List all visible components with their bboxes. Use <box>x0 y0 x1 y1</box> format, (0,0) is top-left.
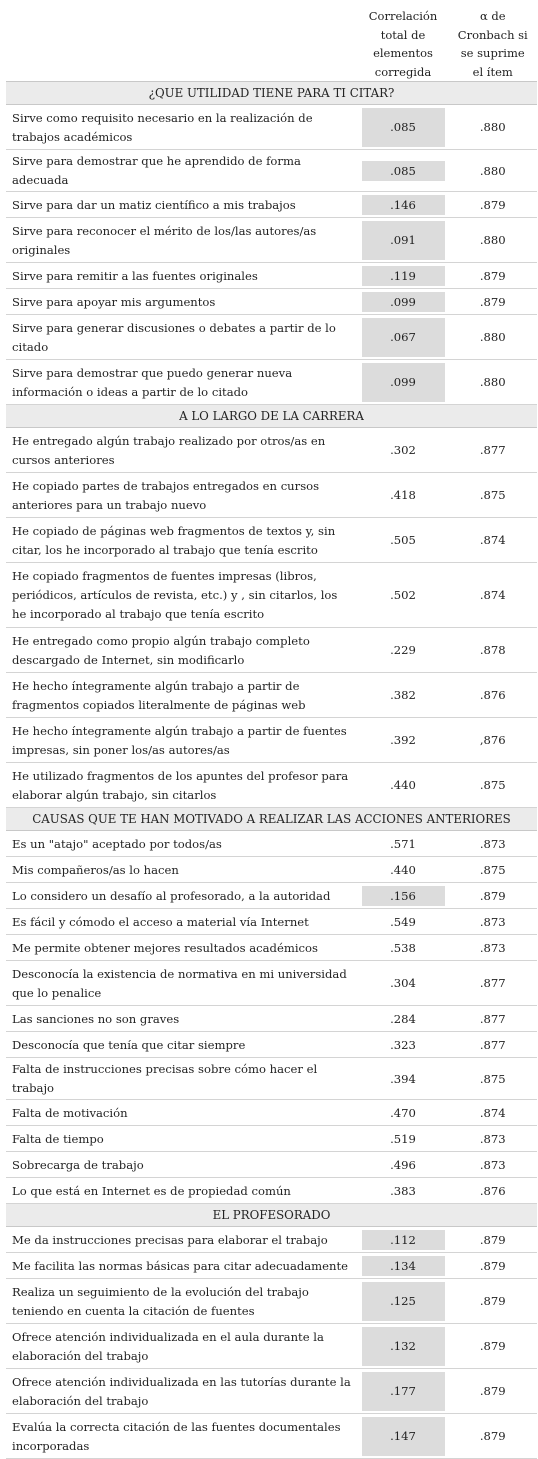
corrected-item-total-correlation-value-cell <box>358 1227 448 1253</box>
cronbach-alpha-value: .875 <box>479 487 506 502</box>
cronbach-alpha-value-cell <box>448 150 537 192</box>
cronbach-alpha-value-cell <box>448 883 537 909</box>
cronbach-alpha-value: .874 <box>479 1105 506 1120</box>
corrected-item-total-correlation-value-cell <box>358 718 448 763</box>
corrected-item-total-correlation-value-cell <box>358 961 448 1006</box>
corrected-item-total-correlation-value-cell <box>358 1100 448 1126</box>
item-label: He copiado de páginas web fragmentos de textos y, sin citar, los he incorporado al trabajo que tenía escrito <box>6 518 358 563</box>
corrected-item-total-correlation-value-cell <box>358 473 448 518</box>
cronbach-alpha-value-cell <box>448 1324 537 1369</box>
table-body <box>6 82 537 1459</box>
table-row <box>6 1006 537 1032</box>
cronbach-alpha-value: .877 <box>479 1037 506 1052</box>
cronbach-alpha-value-cell <box>448 105 537 150</box>
item-label: Sirve para reconocer el mérito de los/las autores/as originales <box>6 218 358 263</box>
item-label: Falta de tiempo <box>6 1126 358 1152</box>
cronbach-alpha-value: .880 <box>479 374 506 389</box>
item-label: Sirve para demostrar que he aprendido de forma adecuada <box>6 150 358 192</box>
corrected-item-total-correlation-value-cell <box>358 360 448 405</box>
table-row <box>6 857 537 883</box>
corrected-item-total-correlation-value: .134 <box>362 1256 445 1276</box>
corrected-item-total-correlation-value-cell <box>358 218 448 263</box>
item-label: Es fácil y cómodo el acceso a material vía Internet <box>6 909 358 935</box>
table-row <box>6 1032 537 1058</box>
cronbach-alpha-value: .875 <box>479 777 506 792</box>
table-row <box>6 1253 537 1279</box>
cronbach-alpha-value: .880 <box>479 163 506 178</box>
corrected-item-total-correlation-value-cell <box>358 1058 448 1100</box>
corrected-item-total-correlation-value-cell <box>358 763 448 808</box>
corrected-item-total-correlation-value: .147 <box>362 1417 445 1456</box>
item-label: Sirve como requisito necesario en la realización de trabajos académicos <box>6 105 358 150</box>
item-label: Realiza un seguimiento de la evolución del trabajo teniendo en cuenta la citación de fuentes <box>6 1279 358 1324</box>
corrected-item-total-correlation-value: .067 <box>362 318 445 357</box>
table-row <box>6 883 537 909</box>
corrected-item-total-correlation-value: .112 <box>362 1230 445 1250</box>
item-label: Mis compañeros/as lo hacen <box>6 857 358 883</box>
cronbach-alpha-value-cell <box>448 1369 537 1414</box>
corrected-item-total-correlation-value-cell <box>358 831 448 857</box>
table-row <box>6 1178 537 1204</box>
cronbach-alpha-value: .873 <box>479 940 506 955</box>
table-row <box>6 763 537 808</box>
corrected-item-total-correlation-value: .383 <box>390 1183 416 1198</box>
corrected-item-total-correlation-value-cell <box>358 105 448 150</box>
corrected-item-total-correlation-value-cell <box>358 1178 448 1204</box>
table-row <box>6 1414 537 1459</box>
cronbach-alpha-value: .880 <box>479 329 506 344</box>
cronbach-alpha-value-cell <box>448 263 537 289</box>
cronbach-alpha-value-cell <box>448 831 537 857</box>
cronbach-alpha-value: .879 <box>479 268 506 283</box>
cronbach-alpha-value: .879 <box>479 1258 506 1273</box>
corrected-item-total-correlation-value: .394 <box>390 1071 416 1086</box>
corrected-item-total-correlation-value-cell <box>358 1414 448 1459</box>
cronbach-alpha-value: .879 <box>479 294 506 309</box>
table-row <box>6 1324 537 1369</box>
cronbach-alpha-value: .877 <box>479 975 506 990</box>
cronbach-alpha-value-cell <box>448 1227 537 1253</box>
corrected-item-total-correlation-value: .538 <box>390 940 416 955</box>
cronbach-alpha-value-cell <box>448 1058 537 1100</box>
table-row <box>6 831 537 857</box>
table-row <box>6 473 537 518</box>
table-row <box>6 192 537 218</box>
table-row <box>6 518 537 563</box>
corrected-item-total-correlation-value-cell <box>358 935 448 961</box>
cronbach-alpha-value-cell <box>448 518 537 563</box>
corrected-item-total-correlation-value: .496 <box>390 1157 416 1172</box>
item-statistics-table <box>6 0 537 1459</box>
cronbach-alpha-value-cell <box>448 961 537 1006</box>
table-row <box>6 628 537 673</box>
cronbach-alpha-value-cell <box>448 1414 537 1459</box>
corrected-item-total-correlation-value-cell <box>358 1152 448 1178</box>
cronbach-alpha-value: .879 <box>479 1383 506 1398</box>
table-row <box>6 1227 537 1253</box>
section-title: EL PROFESORADO <box>6 1204 537 1227</box>
corrected-item-total-correlation-value: .440 <box>390 862 416 877</box>
cronbach-alpha-value-cell <box>448 1253 537 1279</box>
item-label: He entregado como propio algún trabajo completo descargado de Internet, sin modificarlo <box>6 628 358 673</box>
table-row <box>6 1279 537 1324</box>
table-row <box>6 263 537 289</box>
corrected-item-total-correlation-value: .323 <box>390 1037 416 1052</box>
table-row <box>6 1369 537 1414</box>
cronbach-alpha-value: .876 <box>479 687 506 702</box>
corrected-item-total-correlation-value-cell <box>358 1126 448 1152</box>
item-label: Me facilita las normas básicas para citar adecuadamente <box>6 1253 358 1279</box>
cronbach-alpha-value: .879 <box>479 1338 506 1353</box>
item-label: Falta de instrucciones precisas sobre cómo hacer el trabajo <box>6 1058 358 1100</box>
corrected-item-total-correlation-value-cell <box>358 428 448 473</box>
cronbach-alpha-value-cell <box>448 315 537 360</box>
corrected-item-total-correlation-value: .549 <box>390 914 416 929</box>
corrected-item-total-correlation-value: .418 <box>390 487 416 502</box>
cronbach-alpha-value-cell <box>448 718 537 763</box>
table-row <box>6 673 537 718</box>
item-label: Evalúa la correcta citación de las fuentes documentales incorporadas <box>6 1414 358 1459</box>
corrected-item-total-correlation-value-cell <box>358 289 448 315</box>
corrected-item-total-correlation-value: .125 <box>362 1282 445 1321</box>
item-label: He copiado partes de trabajos entregados en cursos anteriores para un trabajo nuevo <box>6 473 358 518</box>
cronbach-alpha-value: .873 <box>479 1157 506 1172</box>
corrected-item-total-correlation-value: .146 <box>362 195 445 215</box>
cronbach-alpha-value-cell <box>448 1006 537 1032</box>
corrected-item-total-correlation-value-cell <box>358 263 448 289</box>
item-label: Lo considero un desafío al profesorado, a la autoridad <box>6 883 358 909</box>
cronbach-alpha-value: .879 <box>479 197 506 212</box>
corrected-item-total-correlation-value-cell <box>358 1369 448 1414</box>
cronbach-alpha-value: .873 <box>479 1131 506 1146</box>
table-row <box>6 909 537 935</box>
corrected-item-total-correlation-value-cell <box>358 1006 448 1032</box>
cronbach-alpha-value-cell <box>448 909 537 935</box>
cronbach-alpha-value-cell <box>448 673 537 718</box>
table-row <box>6 935 537 961</box>
item-label: He copiado fragmentos de fuentes impresas (libros, periódicos, artículos de revista, etc.) y , sin citarlos, los he incorporado al trabajo que tenía escrito <box>6 563 358 628</box>
table-row <box>6 1100 537 1126</box>
item-label: Sirve para dar un matiz científico a mis trabajos <box>6 192 358 218</box>
cronbach-alpha-value: .875 <box>479 1071 506 1086</box>
table-row <box>6 428 537 473</box>
corrected-item-total-correlation-value-cell <box>358 150 448 192</box>
corrected-item-total-correlation-value-cell <box>358 518 448 563</box>
cronbach-alpha-value: .874 <box>479 532 506 547</box>
item-label: Lo que está en Internet es de propiedad común <box>6 1178 358 1204</box>
section-header-row <box>6 405 537 428</box>
cronbach-alpha-value-cell <box>448 563 537 628</box>
table-row <box>6 563 537 628</box>
section-title: A LO LARGO DE LA CARRERA <box>6 405 537 428</box>
cronbach-alpha-value-cell <box>448 935 537 961</box>
corrected-item-total-correlation-value-cell <box>358 628 448 673</box>
corrected-item-total-correlation-value: .099 <box>362 292 445 312</box>
cronbach-alpha-value: .873 <box>479 914 506 929</box>
corrected-item-total-correlation-value: .284 <box>390 1011 416 1026</box>
corrected-item-total-correlation-value: .085 <box>362 108 445 147</box>
corrected-item-total-correlation-value: .505 <box>390 532 416 547</box>
cronbach-alpha-value-cell <box>448 1178 537 1204</box>
corrected-item-total-correlation-value: .119 <box>362 266 445 286</box>
cronbach-alpha-value-cell <box>448 1032 537 1058</box>
item-label: He hecho íntegramente algún trabajo a partir de fuentes impresas, sin poner los/as autores/as <box>6 718 358 763</box>
cronbach-alpha-value: .880 <box>479 119 506 134</box>
header-corrected-item-total-correlation: Correlación total de elementos corregida <box>358 0 448 82</box>
item-label: Sirve para demostrar que puedo generar nueva información o ideas a partir de lo citado <box>6 360 358 405</box>
corrected-item-total-correlation-value: .392 <box>390 732 416 747</box>
table-row <box>6 105 537 150</box>
corrected-item-total-correlation-value: .440 <box>390 777 416 792</box>
header-item-column <box>6 0 358 82</box>
table-row <box>6 1126 537 1152</box>
cronbach-alpha-value-cell <box>448 192 537 218</box>
section-header-row <box>6 82 537 105</box>
cronbach-alpha-value-cell <box>448 1152 537 1178</box>
corrected-item-total-correlation-value-cell <box>358 857 448 883</box>
item-label: Sirve para remitir a las fuentes originales <box>6 263 358 289</box>
cronbach-alpha-value-cell <box>448 1279 537 1324</box>
cronbach-alpha-value-cell <box>448 1126 537 1152</box>
cronbach-alpha-value-cell <box>448 218 537 263</box>
corrected-item-total-correlation-value: .470 <box>390 1105 416 1120</box>
corrected-item-total-correlation-value-cell <box>358 1032 448 1058</box>
table-header-row <box>6 0 537 82</box>
corrected-item-total-correlation-value: .091 <box>362 221 445 260</box>
corrected-item-total-correlation-value-cell <box>358 1253 448 1279</box>
corrected-item-total-correlation-value: .502 <box>390 587 416 602</box>
cronbach-alpha-value-cell <box>448 1100 537 1126</box>
section-title: CAUSAS QUE TE HAN MOTIVADO A REALIZAR LAS ACCIONES ANTERIORES <box>6 808 537 831</box>
corrected-item-total-correlation-value-cell <box>358 909 448 935</box>
cronbach-alpha-value-cell <box>448 628 537 673</box>
cronbach-alpha-value: .873 <box>479 836 506 851</box>
corrected-item-total-correlation-value-cell <box>358 1324 448 1369</box>
table-row <box>6 150 537 192</box>
cronbach-alpha-value-cell <box>448 473 537 518</box>
table-row <box>6 961 537 1006</box>
cronbach-alpha-value: .880 <box>479 232 506 247</box>
table-row <box>6 1058 537 1100</box>
table-row <box>6 289 537 315</box>
item-label: Ofrece atención individualizada en las tutorías durante la elaboración del trabajo <box>6 1369 358 1414</box>
item-label: Me permite obtener mejores resultados académicos <box>6 935 358 961</box>
corrected-item-total-correlation-value: .177 <box>362 1372 445 1411</box>
cronbach-alpha-value: ,876 <box>479 732 506 747</box>
corrected-item-total-correlation-value-cell <box>358 315 448 360</box>
corrected-item-total-correlation-value-cell <box>358 883 448 909</box>
cronbach-alpha-value: .877 <box>479 442 506 457</box>
cronbach-alpha-value: .874 <box>479 587 506 602</box>
cronbach-alpha-value-cell <box>448 428 537 473</box>
item-label: Sobrecarga de trabajo <box>6 1152 358 1178</box>
cronbach-alpha-value: .879 <box>479 888 506 903</box>
corrected-item-total-correlation-value: .302 <box>390 442 416 457</box>
section-header-row <box>6 808 537 831</box>
cronbach-alpha-value-cell <box>448 289 537 315</box>
corrected-item-total-correlation-value: .571 <box>390 836 416 851</box>
header-cronbach-alpha-if-deleted: α de Cronbach si se suprime el ítem <box>448 0 537 82</box>
corrected-item-total-correlation-value: .132 <box>362 1327 445 1366</box>
item-label: He hecho íntegramente algún trabajo a partir de fragmentos copiados literalmente de páginas web <box>6 673 358 718</box>
corrected-item-total-correlation-value-cell <box>358 673 448 718</box>
corrected-item-total-correlation-value-cell <box>358 563 448 628</box>
item-label: Ofrece atención individualizada en el aula durante la elaboración del trabajo <box>6 1324 358 1369</box>
table-row <box>6 315 537 360</box>
cronbach-alpha-value: .875 <box>479 862 506 877</box>
corrected-item-total-correlation-value-cell <box>358 192 448 218</box>
corrected-item-total-correlation-value: .519 <box>390 1131 416 1146</box>
cronbach-alpha-value-cell <box>448 763 537 808</box>
cronbach-alpha-value-cell <box>448 857 537 883</box>
corrected-item-total-correlation-value: .085 <box>362 161 445 181</box>
cronbach-alpha-value: .879 <box>479 1293 506 1308</box>
cronbach-alpha-value: .877 <box>479 1011 506 1026</box>
item-label: Las sanciones no son graves <box>6 1006 358 1032</box>
item-label: He utilizado fragmentos de los apuntes del profesor para elaborar algún trabajo, sin citarlos <box>6 763 358 808</box>
item-label: Es un "atajo" aceptado por todos/as <box>6 831 358 857</box>
corrected-item-total-correlation-value: .382 <box>390 687 416 702</box>
table-row <box>6 1152 537 1178</box>
item-label: Desconocía que tenía que citar siempre <box>6 1032 358 1058</box>
cronbach-alpha-value: .878 <box>479 642 506 657</box>
cronbach-alpha-value: .876 <box>479 1183 506 1198</box>
corrected-item-total-correlation-value: .099 <box>362 363 445 402</box>
table-row <box>6 718 537 763</box>
section-header-row <box>6 1204 537 1227</box>
item-label: Falta de motivación <box>6 1100 358 1126</box>
corrected-item-total-correlation-value: .304 <box>390 975 416 990</box>
item-label: Sirve para generar discusiones o debates a partir de lo citado <box>6 315 358 360</box>
table-row <box>6 218 537 263</box>
item-label: Me da instrucciones precisas para elaborar el trabajo <box>6 1227 358 1253</box>
cronbach-alpha-value-cell <box>448 360 537 405</box>
table-row <box>6 360 537 405</box>
section-title: ¿QUE UTILIDAD TIENE PARA TI CITAR? <box>6 82 537 105</box>
item-label: He entregado algún trabajo realizado por otros/as en cursos anteriores <box>6 428 358 473</box>
cronbach-alpha-value: .879 <box>479 1428 506 1443</box>
corrected-item-total-correlation-value: .156 <box>362 886 445 906</box>
corrected-item-total-correlation-value-cell <box>358 1279 448 1324</box>
item-label: Desconocía la existencia de normativa en mi universidad que lo penalice <box>6 961 358 1006</box>
item-label: Sirve para apoyar mis argumentos <box>6 289 358 315</box>
corrected-item-total-correlation-value: .229 <box>390 642 416 657</box>
cronbach-alpha-value: .879 <box>479 1232 506 1247</box>
